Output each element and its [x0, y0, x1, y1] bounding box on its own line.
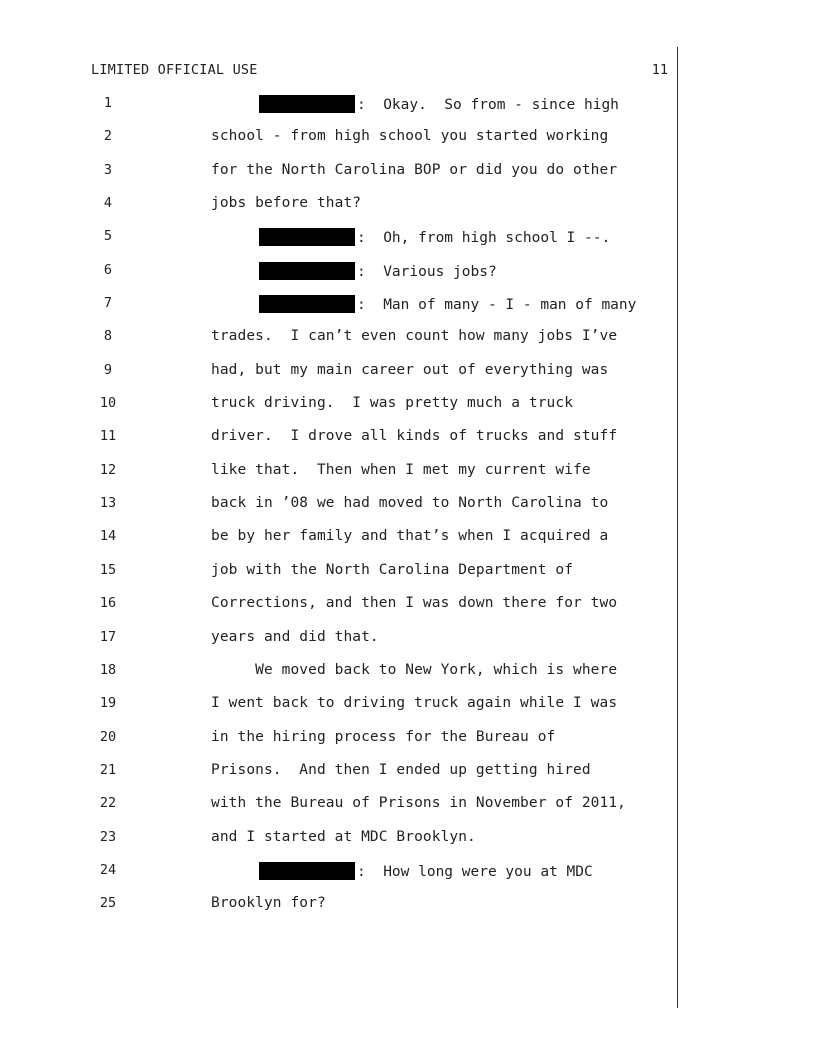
- line-number: 16: [99, 595, 117, 612]
- transcript-line: [0, 554, 680, 587]
- line-text: I went back to driving truck again while I was: [211, 695, 618, 712]
- line-text: Brooklyn for?: [211, 895, 326, 912]
- line-text: be by her family and that’s when I acquired a: [211, 528, 609, 545]
- line-text: school - from high school you started working: [211, 128, 609, 145]
- transcript-line: [0, 454, 680, 487]
- line-text: Okay. So from - since high: [383, 97, 619, 113]
- line-number: 15: [99, 561, 117, 578]
- line-text: trades. I can’t even count how many jobs I’ve: [211, 328, 618, 345]
- line-text: for the North Carolina BOP or did you do other: [211, 161, 618, 178]
- line-text: How long were you at MDC: [383, 863, 593, 880]
- line-number: 23: [99, 828, 117, 845]
- line-text: in the hiring process for the Bureau of: [211, 728, 556, 745]
- line-number: 5: [103, 228, 113, 245]
- line-text: Oh, from high school I --.: [383, 230, 611, 247]
- line-text: with the Bureau of Prisons in November of 2011,: [211, 795, 626, 812]
- transcript-line: [0, 854, 680, 887]
- line-number: 6: [103, 261, 113, 278]
- speaker-colon: :: [357, 97, 384, 113]
- line-number: 9: [103, 361, 113, 378]
- speaker-colon: :: [357, 863, 384, 880]
- line-number: 8: [103, 328, 113, 345]
- line-number: 21: [99, 761, 117, 778]
- speaker-redaction-box: [259, 262, 355, 280]
- line-text: and I started at MDC Brooklyn.: [211, 828, 476, 845]
- line-text: Corrections, and then I was down there for two: [211, 595, 618, 612]
- speaker-line: [259, 262, 497, 280]
- speaker-line: [259, 95, 619, 113]
- speaker-colon: :: [357, 297, 384, 314]
- transcript-line: [0, 654, 680, 687]
- line-text: Various jobs?: [383, 263, 497, 280]
- transcript-line: [0, 320, 680, 353]
- speaker-redaction-box: [259, 228, 355, 246]
- line-number: 19: [99, 695, 117, 712]
- line-number: 2: [103, 128, 113, 145]
- line-text: back in ’08 we had moved to North Carolina to: [211, 495, 609, 512]
- line-number: 25: [99, 895, 117, 912]
- transcript-line: [0, 520, 680, 553]
- line-number: 24: [99, 861, 117, 878]
- transcript-line: [0, 721, 680, 754]
- line-text: Man of many - I - man of many: [383, 297, 637, 314]
- line-text: truck driving. I was pretty much a truck: [211, 395, 574, 412]
- speaker-redaction-box: [259, 95, 355, 113]
- transcript-line: [0, 120, 680, 153]
- line-text: driver. I drove all kinds of trucks and stuff: [211, 428, 618, 445]
- line-text: job with the North Carolina Department of: [211, 561, 574, 578]
- transcript-line: [0, 154, 680, 187]
- transcript-line: [0, 420, 680, 453]
- line-number: 17: [99, 628, 117, 645]
- page-number: 11: [651, 62, 668, 78]
- line-number: 14: [99, 528, 117, 545]
- line-text: jobs before that?: [211, 195, 362, 212]
- line-number: 20: [99, 728, 117, 745]
- transcript-line: [0, 587, 680, 620]
- speaker-colon: :: [357, 263, 384, 280]
- transcript-line: [0, 821, 680, 854]
- classification-header: LIMITED OFFICIAL USE: [91, 62, 258, 78]
- transcript-line: [0, 621, 680, 654]
- line-number: 18: [99, 661, 117, 678]
- line-number: 3: [103, 161, 113, 178]
- line-number: 4: [103, 195, 113, 212]
- transcript-body: [0, 87, 680, 921]
- transcript-line: [0, 887, 680, 920]
- transcript-line: [0, 254, 680, 287]
- transcript-line: [0, 87, 680, 120]
- speaker-redaction-box: [259, 862, 355, 880]
- line-number: 7: [103, 295, 113, 312]
- speaker-line: [259, 862, 593, 880]
- line-number: 12: [99, 461, 117, 478]
- line-number: 11: [99, 428, 117, 445]
- transcript-line: [0, 220, 680, 253]
- transcript-line: [0, 687, 680, 720]
- line-text: like that. Then when I met my current wife: [211, 461, 591, 478]
- transcript-line: [0, 787, 680, 820]
- transcript-line: [0, 387, 680, 420]
- line-number: 13: [99, 495, 117, 512]
- speaker-colon: :: [357, 230, 384, 247]
- line-number: 1: [103, 95, 113, 111]
- speaker-redaction-box: [259, 295, 355, 313]
- line-text: years and did that.: [211, 628, 379, 645]
- transcript-line: [0, 754, 680, 787]
- line-text: We moved back to New York, which is where: [211, 661, 618, 678]
- transcript-line: [0, 187, 680, 220]
- line-number: 10: [99, 395, 117, 412]
- transcript-line: [0, 354, 680, 387]
- transcript-line: [0, 487, 680, 520]
- speaker-line: [259, 228, 610, 246]
- line-text: Prisons. And then I ended up getting hired: [211, 761, 591, 778]
- transcript-line: [0, 287, 680, 320]
- speaker-line: [259, 295, 636, 313]
- line-number: 22: [99, 795, 117, 812]
- line-text: had, but my main career out of everything was: [211, 361, 609, 378]
